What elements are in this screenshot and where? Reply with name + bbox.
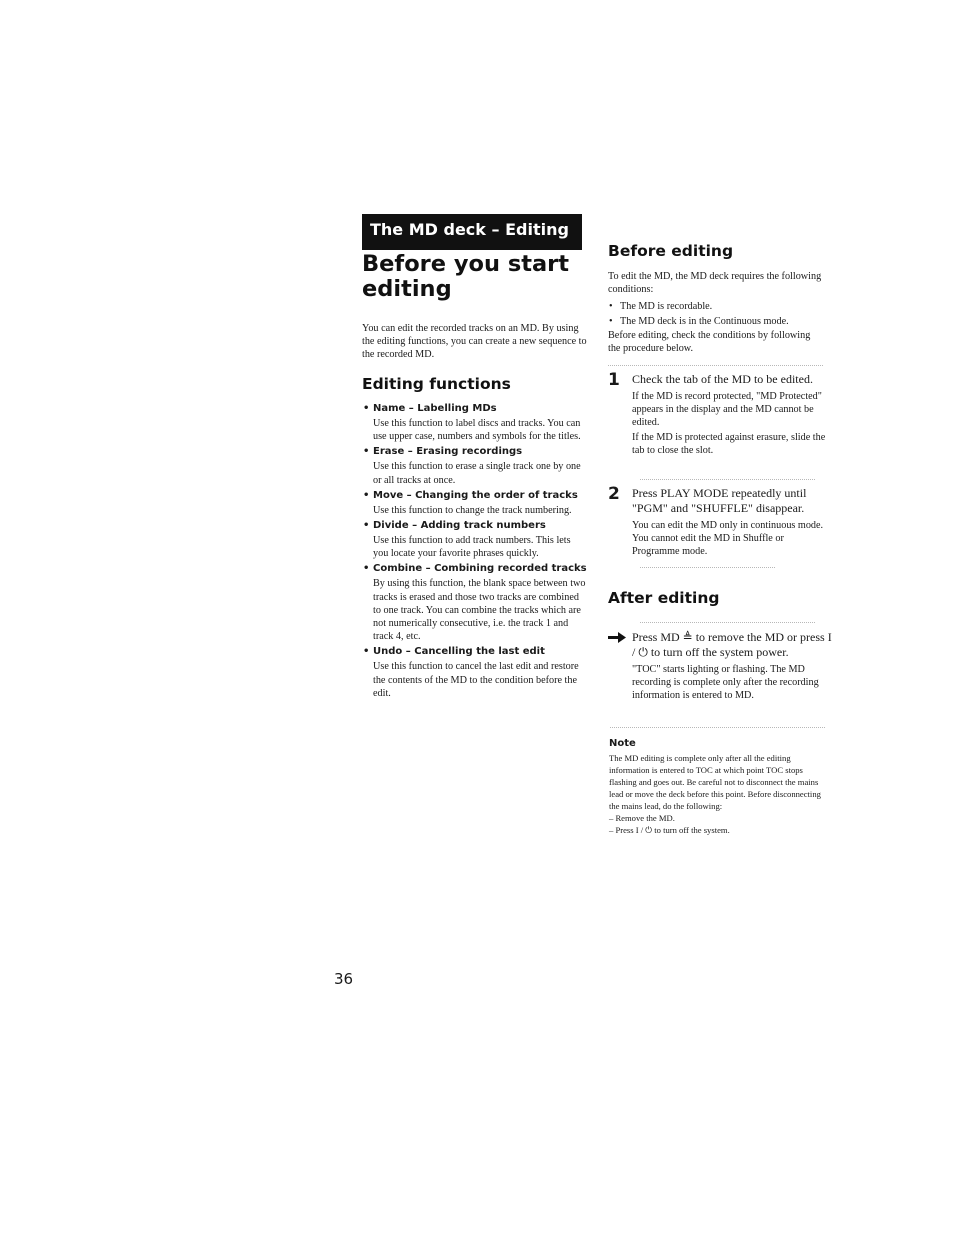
function-title: • Divide – Adding track numbers bbox=[362, 519, 587, 532]
note-body bbox=[609, 752, 831, 836]
step-instruction: Check the tab of the MD to be edited. bbox=[632, 372, 813, 386]
section-label: The MD deck – Editing bbox=[370, 220, 569, 239]
function-description: Use this function to change the track numbering. bbox=[373, 504, 572, 516]
function-title: • Move – Changing the order of tracks bbox=[362, 489, 587, 502]
note-heading: Note bbox=[609, 738, 636, 749]
after-editing-detail: "TOC" starts lighting or flashing. The MD recording is complete only after the recording information is entered to MD. bbox=[632, 664, 819, 702]
note-item: – Press I / ⏻ to turn off the system. bbox=[609, 825, 730, 835]
arrow-right-icon bbox=[608, 632, 626, 643]
function-item-undo bbox=[362, 645, 587, 700]
divider bbox=[610, 727, 825, 728]
function-title: • Undo – Cancelling the last edit bbox=[362, 645, 587, 658]
step-detail: If the MD is record protected, "MD Protected" appears in the display and the MD cannot be edited. bbox=[632, 391, 822, 429]
note-item: – Remove the MD. bbox=[609, 813, 675, 823]
after-editing-heading: After editing bbox=[608, 589, 720, 607]
after-editing-instruction: Press MD ≜ to remove the MD or press I / ⏻ to turn off the system power. bbox=[632, 630, 832, 659]
step-number: 2 bbox=[608, 484, 620, 504]
step-detail: If the MD is protected against erasure, slide the tab to close the slot. bbox=[632, 431, 826, 456]
condition-item: • The MD deck is in the Continuous mode. bbox=[608, 314, 838, 329]
section-banner bbox=[362, 214, 582, 250]
editing-functions-heading: Editing functions bbox=[362, 375, 511, 393]
step-1 bbox=[608, 372, 833, 457]
page-title: Before you start editing bbox=[362, 251, 570, 302]
step-2 bbox=[608, 486, 833, 559]
function-description: By using this function, the blank space between two tracks is erased and those two tracks are combined to one track. You can combine the tracks which are not numerically consecutive, i.e. the track 1 and track 4, etc. bbox=[373, 578, 586, 643]
step-instruction: Press PLAY MODE repeatedly until "PGM" and "SHUFFLE" disappear. bbox=[632, 486, 807, 515]
function-item-move bbox=[362, 489, 587, 517]
divider bbox=[640, 567, 775, 568]
after-editing-step bbox=[608, 630, 833, 703]
function-item-name bbox=[362, 402, 587, 443]
conditions-list bbox=[608, 299, 838, 329]
function-item-erase bbox=[362, 445, 587, 486]
divider bbox=[640, 622, 815, 623]
function-title: • Name – Labelling MDs bbox=[362, 402, 587, 415]
step-number: 1 bbox=[608, 370, 620, 390]
function-description: Use this function to label discs and tracks. You can use upper case, numbers and symbols for the titles. bbox=[373, 418, 581, 443]
function-title: • Erase – Erasing recordings bbox=[362, 445, 587, 458]
before-editing-followup: Before editing, check the conditions by following the procedure below. bbox=[608, 330, 811, 355]
function-description: Use this function to add track numbers. This lets you locate your favorite phrases quickly. bbox=[373, 535, 571, 560]
step-detail: You can edit the MD only in continuous mode. You cannot edit the MD in Shuffle or Programme mode. bbox=[632, 520, 824, 558]
function-description: Use this function to erase a single track one by one or all tracks at once. bbox=[373, 461, 581, 486]
function-item-combine bbox=[362, 562, 587, 643]
divider bbox=[640, 479, 815, 480]
function-description: Use this function to cancel the last edit and restore the contents of the MD to the condition before the edit. bbox=[373, 661, 579, 699]
condition-item: • The MD is recordable. bbox=[608, 299, 838, 314]
editing-functions-list bbox=[362, 402, 587, 702]
function-title: • Combine – Combining recorded tracks bbox=[362, 562, 587, 575]
function-item-divide bbox=[362, 519, 587, 560]
before-editing-intro: To edit the MD, the MD deck requires the following conditions: bbox=[608, 271, 822, 296]
page-number: 36 bbox=[334, 970, 354, 988]
note-text: The MD editing is complete only after all the editing information is entered to TOC at which point TOC stops flashing and goes out. Be careful not to disconnect the mains lead or move the deck before this point. Before disconnecting the mains lead, do the following: bbox=[609, 753, 821, 811]
before-editing-heading: Before editing bbox=[608, 242, 734, 260]
divider bbox=[608, 365, 823, 366]
intro-paragraph: You can edit the recorded tracks on an MD. By using the editing functions, you can create a new sequence to the recorded MD. bbox=[362, 323, 587, 361]
